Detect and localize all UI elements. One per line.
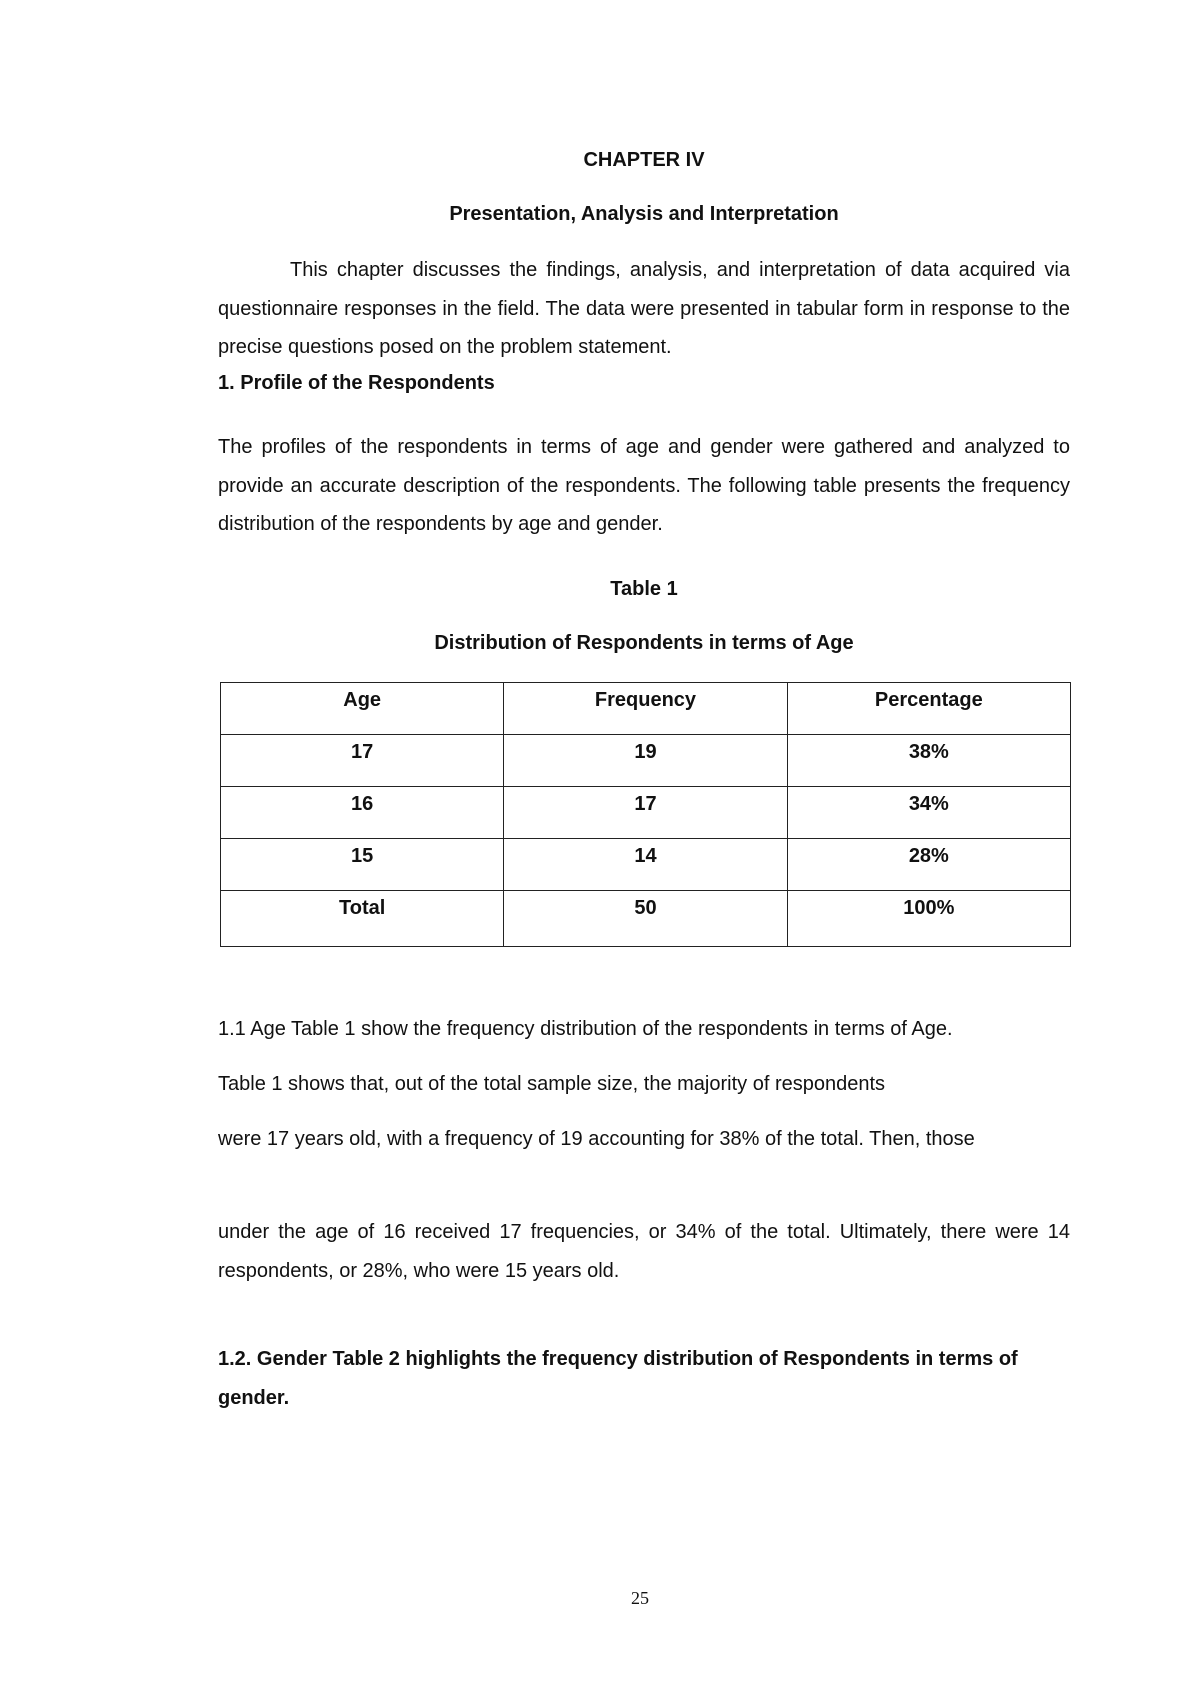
age-discussion-line-2: Table 1 shows that, out of the total sample size, the majority of respondents bbox=[218, 1073, 886, 1095]
table-cell: 17 bbox=[504, 787, 787, 839]
table-cell: 14 bbox=[504, 839, 787, 891]
table-cell: 100% bbox=[787, 891, 1070, 947]
table-total-row bbox=[221, 891, 1071, 947]
age-discussion-line-1: 1.1 Age Table 1 show the frequency distribution of the respondents in terms of Age. bbox=[218, 1018, 953, 1040]
table-1-title: Distribution of Respondents in terms of Age bbox=[434, 632, 854, 654]
section-1-paragraph: The profiles of the respondents in terms of age and gender were gathered and analyzed to provide an accurate description of the respondents. The following table presents the frequency distribution of the respondents by age and gender. bbox=[218, 436, 1070, 535]
age-distribution-table bbox=[220, 682, 1071, 947]
table-cell: 38% bbox=[787, 735, 1070, 787]
table-cell: Total bbox=[221, 891, 504, 947]
table-cell: 16 bbox=[221, 787, 504, 839]
table-cell: 17 bbox=[221, 735, 504, 787]
chapter-subtitle: Presentation, Analysis and Interpretation bbox=[449, 203, 839, 225]
intro-paragraph: This chapter discusses the findings, analysis, and interpretation of data acquired via questionnaire responses in the field. The data were presented in tabular form in response to the precise questions posed on the problem statement. bbox=[218, 259, 1070, 358]
age-discussion-line-4: under the age of 16 received 17 frequencies, or 34% of the total. Ultimately, there were 14 respondents, or 28%, who were 15 years old. bbox=[218, 1221, 1070, 1282]
section-1-2-heading: 1.2. Gender Table 2 highlights the frequency distribution of Respondents in terms of gender. bbox=[218, 1348, 1018, 1409]
table-row bbox=[221, 735, 1071, 787]
table-header-cell: Percentage bbox=[787, 683, 1070, 735]
table-row bbox=[221, 839, 1071, 891]
table-row bbox=[221, 787, 1071, 839]
section-1-heading: 1. Profile of the Respondents bbox=[218, 372, 495, 394]
table-cell: 50 bbox=[504, 891, 787, 947]
chapter-title: CHAPTER IV bbox=[583, 149, 705, 171]
table-header-cell: Age bbox=[221, 683, 504, 735]
table-header-row bbox=[221, 683, 1071, 735]
table-1-label: Table 1 bbox=[610, 578, 678, 600]
table-cell: 34% bbox=[787, 787, 1070, 839]
age-discussion-line-3: were 17 years old, with a frequency of 19 accounting for 38% of the total. Then, those bbox=[218, 1128, 975, 1150]
page-number: 25 bbox=[631, 1588, 649, 1608]
table-cell: 28% bbox=[787, 839, 1070, 891]
table-cell: 15 bbox=[221, 839, 504, 891]
table-header-cell: Frequency bbox=[504, 683, 787, 735]
table-cell: 19 bbox=[504, 735, 787, 787]
